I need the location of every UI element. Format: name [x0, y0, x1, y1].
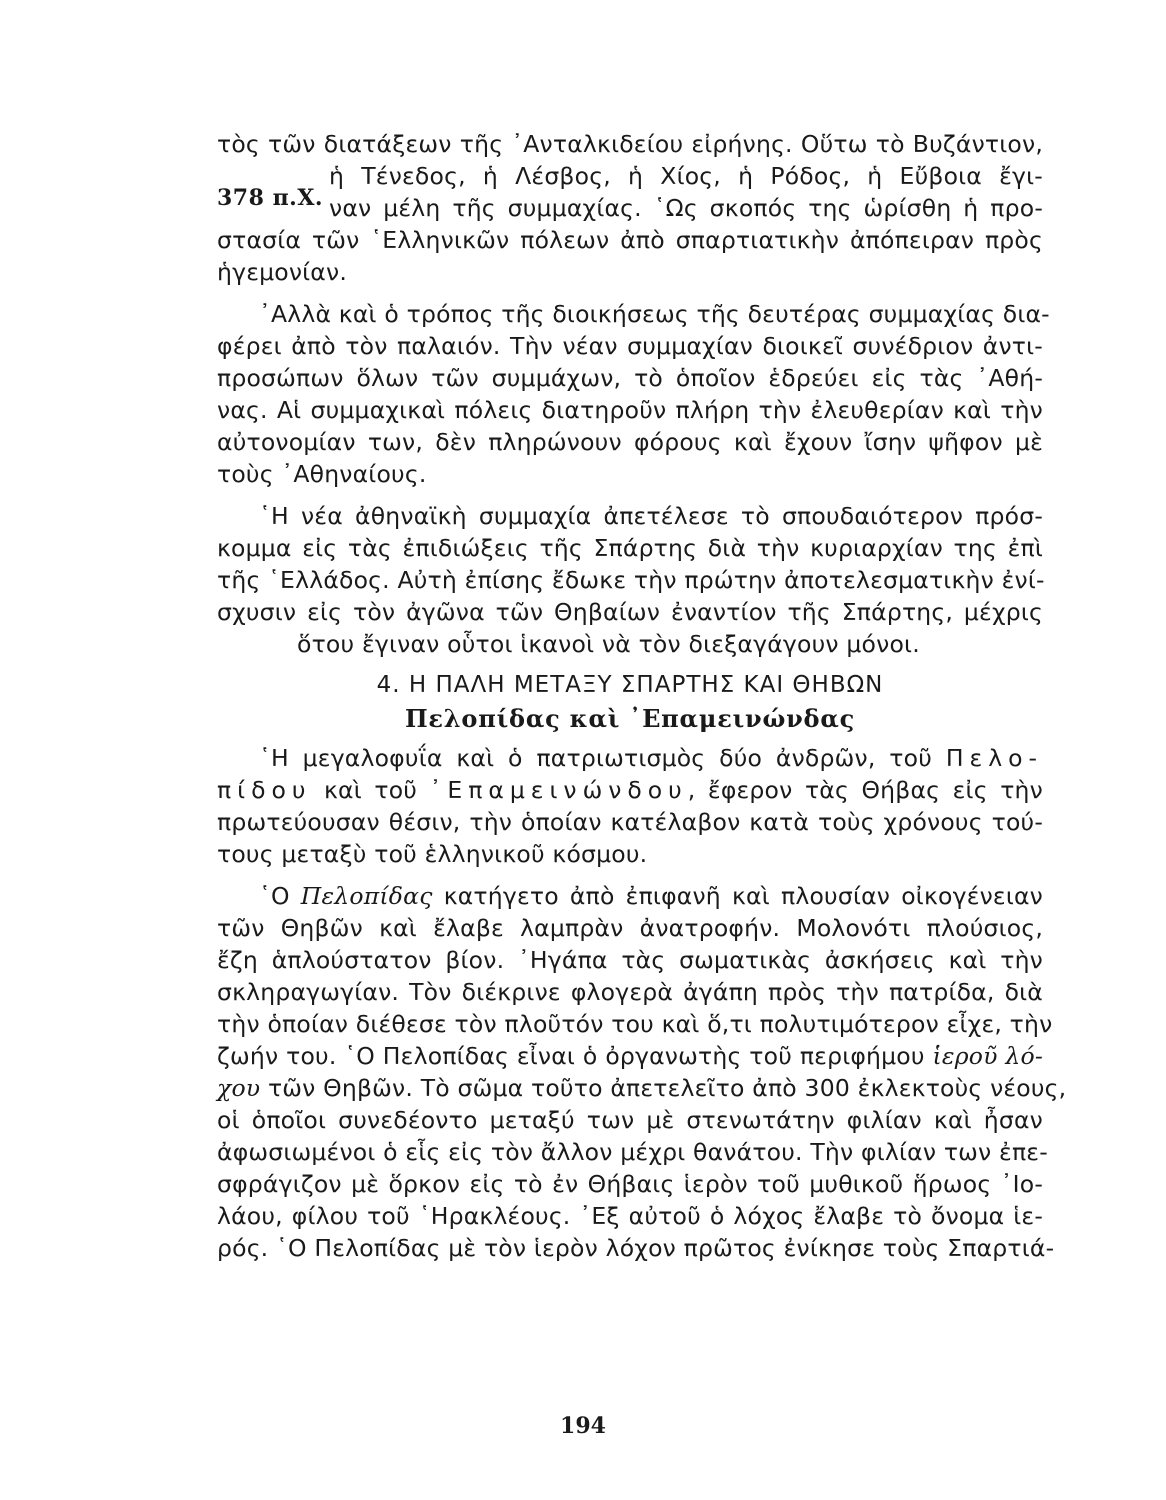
page-number: 194	[560, 1413, 606, 1439]
text-line: πίδου καὶ τοῦ ᾿Επαμεινώνδου, ἔφερον τὰς Θήβας εἰς τὴν	[217, 776, 1043, 804]
text-line: ἀφωσιωμένοι ὁ εἷς εἰς τὸν ἄλλον μέχρι θανάτου. Τὴν φιλίαν των ἐπε-	[217, 1138, 1048, 1166]
text-line: σκληραγωγίαν. Τὸν διέκρινε φλογερὰ ἀγάπη πρὸς τὴν πατρίδα, διὰ	[217, 978, 1043, 1006]
text-line: ἡ Τένεδος, ἡ Λέσβος, ἡ Χίος, ἡ Ρόδος, ἡ Εὔβοια ἔγι-	[329, 162, 1043, 190]
name-epameinondou-spaced: ᾿Επαμεινώνδου	[429, 776, 688, 804]
paragraph-1	[217, 128, 1043, 288]
section-heading: 4. Η ΠΑΛΗ ΜΕΤΑΞΥ ΣΠΑΡΤΗΣ ΚΑΙ ΘΗΒΩΝ	[376, 672, 884, 698]
text-line: κομμα εἰς τὰς ἐπιδιώξεις τῆς Σπάρτης διὰ τὴν κυριαρχίαν της ἐπὶ	[217, 534, 1043, 562]
text-line: λάου, φίλου τοῦ ῾Ηρακλέους. ᾿Εξ αὐτοῦ ὁ λόχος ἔλαβε τὸ ὄνομα ἱε-	[217, 1202, 1043, 1230]
paragraph-4	[217, 742, 1043, 870]
paragraph-3	[217, 500, 1043, 660]
text-line: τὸς τῶν διατάξεων τῆς ᾿Ανταλκιδείου εἰρήνης. Οὕτω τὸ Βυζάντιον,	[217, 130, 1043, 158]
name-pelopidas-italic: Πελοπίδας	[300, 882, 433, 910]
text-line: ἡγεμονίαν.	[217, 258, 347, 286]
paragraph-5	[217, 880, 1067, 1264]
text-line: οἱ ὁποῖοι συνεδέοντο μεταξύ των μὲ στενωτάτην φιλίαν καὶ ἦσαν	[217, 1106, 1043, 1134]
text-line: αὐτονομίαν των, δὲν πληρώνουν φόρους καὶ ἔχουν ἴσην ψῆφον μὲ	[217, 428, 1043, 456]
text-line: χου τῶν Θηβῶν. Τὸ σῶμα τοῦτο ἀπετελεῖτο ἀπὸ 300 ἐκλεκτοὺς νέους,	[217, 1074, 1067, 1102]
text-line: ναν μέλη τῆς συμμαχίας. ῾Ως σκοπός της ὡρίσθη ἡ προ-	[329, 194, 1043, 222]
text-line: ζωήν του. ῾Ο Πελοπίδας εἶναι ὁ ὀργανωτὴς τοῦ περιφήμου ἱεροῦ λό-	[217, 1042, 1044, 1070]
text-line: ᾿Αλλὰ καὶ ὁ τρόπος τῆς διοικήσεως τῆς δευτέρας συμμαχίας δια-	[259, 300, 1050, 328]
text-line: ῾Η μεγαλοφυΐα καὶ ὁ πατριωτισμὸς δύο ἀνδρῶν, τοῦ Πελο-	[259, 744, 1043, 772]
text-line: ρός. ῾Ο Πελοπίδας μὲ τὸν ἱερὸν λόχον πρῶτος ἐνίκησε τοὺς Σπαρτιά-	[217, 1234, 1055, 1262]
subheading: Πελοπίδας καὶ ᾿Επαμεινώνδας	[404, 704, 856, 733]
text-line: τῆς ῾Ελλάδος. Αὐτὴ ἐπίσης ἔδωκε τὴν πρώτην ἀποτελεσματικὴν ἐνί-	[217, 566, 1045, 594]
name-pelopidou-spaced: Πελο-	[945, 744, 1043, 772]
text-line: τοὺς ᾿Αθηναίους.	[217, 460, 427, 488]
text-line: προσώπων ὅλων τῶν συμμάχων, τὸ ὁποῖον ἑδρεύει εἰς τὰς ᾿Αθή-	[217, 364, 1043, 392]
text-line: ῾Ο Πελοπίδας κατήγετο ἀπὸ ἐπιφανῆ καὶ πλουσίαν οἰκογένειαν	[259, 882, 1043, 910]
text-line: τῶν Θηβῶν καὶ ἔλαβε λαμπρὰν ἀνατροφήν. Μολονότι πλούσιος,	[217, 914, 1043, 942]
text-line: ὅτου ἔγιναν οὗτοι ἱκανοὶ νὰ τὸν διεξαγάγουν μόνοι.	[297, 630, 920, 658]
text-line: σχυσιν εἰς τὸν ἀγῶνα τῶν Θηβαίων ἐναντίον τῆς Σπάρτης, μέχρις	[217, 598, 1043, 626]
margin-note-date: 378 π.Χ.	[217, 185, 324, 211]
text-line: στασία τῶν ῾Ελληνικῶν πόλεων ἀπὸ σπαρτιατικὴν ἀπόπειραν πρὸς	[217, 226, 1043, 254]
text-line: τους μεταξὺ τοῦ ἑλληνικοῦ κόσμου.	[217, 840, 648, 868]
paragraph-2	[217, 298, 1050, 490]
text-line: ῾Η νέα ἀθηναϊκὴ συμμαχία ἀπετέλεσε τὸ σπουδαιότερον πρόσ-	[259, 502, 1043, 530]
text-line: νας. Αἱ συμμαχικαὶ πόλεις διατηροῦν πλήρη τὴν ἐλευθερίαν καὶ τὴν	[217, 396, 1043, 424]
text-line: φέρει ἀπὸ τὸν παλαιόν. Τὴν νέαν συμμαχίαν διοικεῖ συνέδριον ἀντι-	[217, 332, 1043, 360]
text-line: τὴν ὁποίαν διέθεσε τὸν πλοῦτόν του καὶ ὅ,τι πολυτιμότερον εἶχε, τὴν	[217, 1010, 1053, 1038]
text-line: σφράγιζον μὲ ὅρκον εἰς τὸ ἐν Θήβαις ἱερὸν τοῦ μυθικοῦ ἥρωος ᾿Ιο-	[217, 1170, 1043, 1198]
text-block	[217, 128, 1067, 1264]
text-line: ἔζη ἁπλούστατον βίον. ᾿Ηγάπα τὰς σωματικὰς ἀσκήσεις καὶ τὴν	[217, 946, 1043, 974]
text-line: πρωτεύουσαν θέσιν, τὴν ὁποίαν κατέλαβον κατὰ τοὺς χρόνους τού-	[217, 808, 1043, 836]
term-sacred-band-italic: ἱεροῦ λό-	[932, 1042, 1044, 1070]
